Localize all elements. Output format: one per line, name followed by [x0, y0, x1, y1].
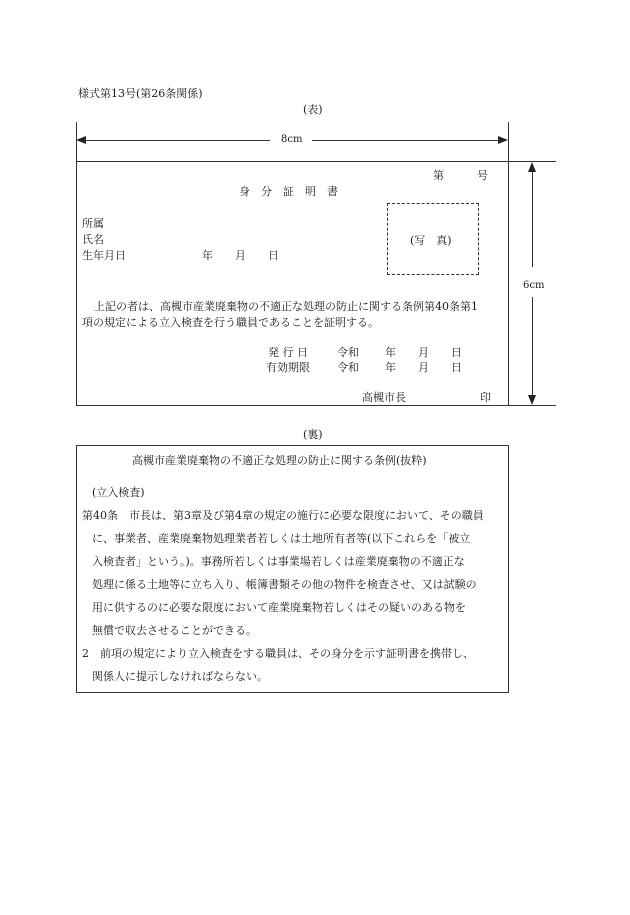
height-dim-line-top [532, 171, 533, 267]
photo-label: (写 真) [410, 234, 452, 247]
article-line: に、事業者、産業廃棄物処理業者若しくは土地所有者等(以下これらを「被立 [92, 532, 471, 545]
article-line: 用に供するのに必要な限度において産業廃棄物若しくはその疑いのある物を [92, 601, 466, 614]
mayor-label: 高槻市長 [362, 391, 406, 404]
article-heading: (立入検査) [92, 486, 145, 499]
height-arrow-up [528, 162, 536, 172]
width-dim-label: 8cm [281, 134, 303, 145]
certificate-text-line1: 上記の者は、高槻市産業廃棄物の不適正な処理の防止に関する条例第40条第1 [94, 300, 478, 313]
certificate-number: 第 号 [433, 169, 488, 182]
width-arrow-left [76, 136, 86, 144]
width-arrow-right [498, 136, 508, 144]
valid-date-value: 年 月 日 [385, 361, 462, 374]
birthdate-label: 生年月日 [82, 249, 126, 262]
article-line: 2 前項の規定により立入検査をする職員は、その身分を示す証明書を携帯し、 [82, 647, 474, 660]
issue-date-value: 年 月 日 [385, 346, 462, 359]
height-dim-line-bottom [532, 297, 533, 395]
certificate-text-line2: 項の規定による立入検査を行う職員であることを証明する。 [82, 316, 379, 329]
birthdate-value: 年 月 日 [202, 249, 279, 262]
height-arrow-down [528, 395, 536, 405]
article-line: 関係人に提示しなければならない。 [92, 670, 268, 683]
issue-era: 令和 [337, 346, 359, 359]
card-title: 身 分 証 明 書 [239, 185, 338, 198]
height-dim-label: 6cm [523, 280, 545, 291]
article-line: 第40条 市長は、第3章及び第4章の規定の施行に必要な限度において、その職員 [82, 509, 484, 522]
seal-mark: 印 [480, 391, 491, 404]
affiliation-label: 所属 [82, 217, 104, 230]
valid-era: 令和 [337, 361, 359, 374]
issue-date-label: 発 行 日 [268, 346, 308, 359]
width-dim-line-right [312, 140, 500, 141]
dim-bottom-tick [508, 405, 556, 406]
article-line: 処理に係る土地等に立ち入り、帳簿書類その他の物件を検査させ、又は試験の [92, 578, 477, 591]
article-line: 入検査者」という。)。事務所若しくは事業場若しくは産業廃棄物の不適正な [92, 555, 465, 568]
article-line: 無償で収去させることができる。 [92, 624, 257, 637]
form-number: 様式第13号(第26条関係) [78, 87, 203, 100]
valid-until-label: 有効期限 [266, 361, 310, 374]
back-label: (裏) [303, 428, 323, 441]
width-dim-line-left [84, 140, 270, 141]
dim-right-tick [508, 122, 509, 162]
name-label: 氏名 [82, 233, 104, 246]
front-label: (表) [303, 103, 323, 116]
ordinance-title: 高槻市産業廃棄物の不適正な処理の防止に関する条例(抜粋) [132, 454, 427, 467]
